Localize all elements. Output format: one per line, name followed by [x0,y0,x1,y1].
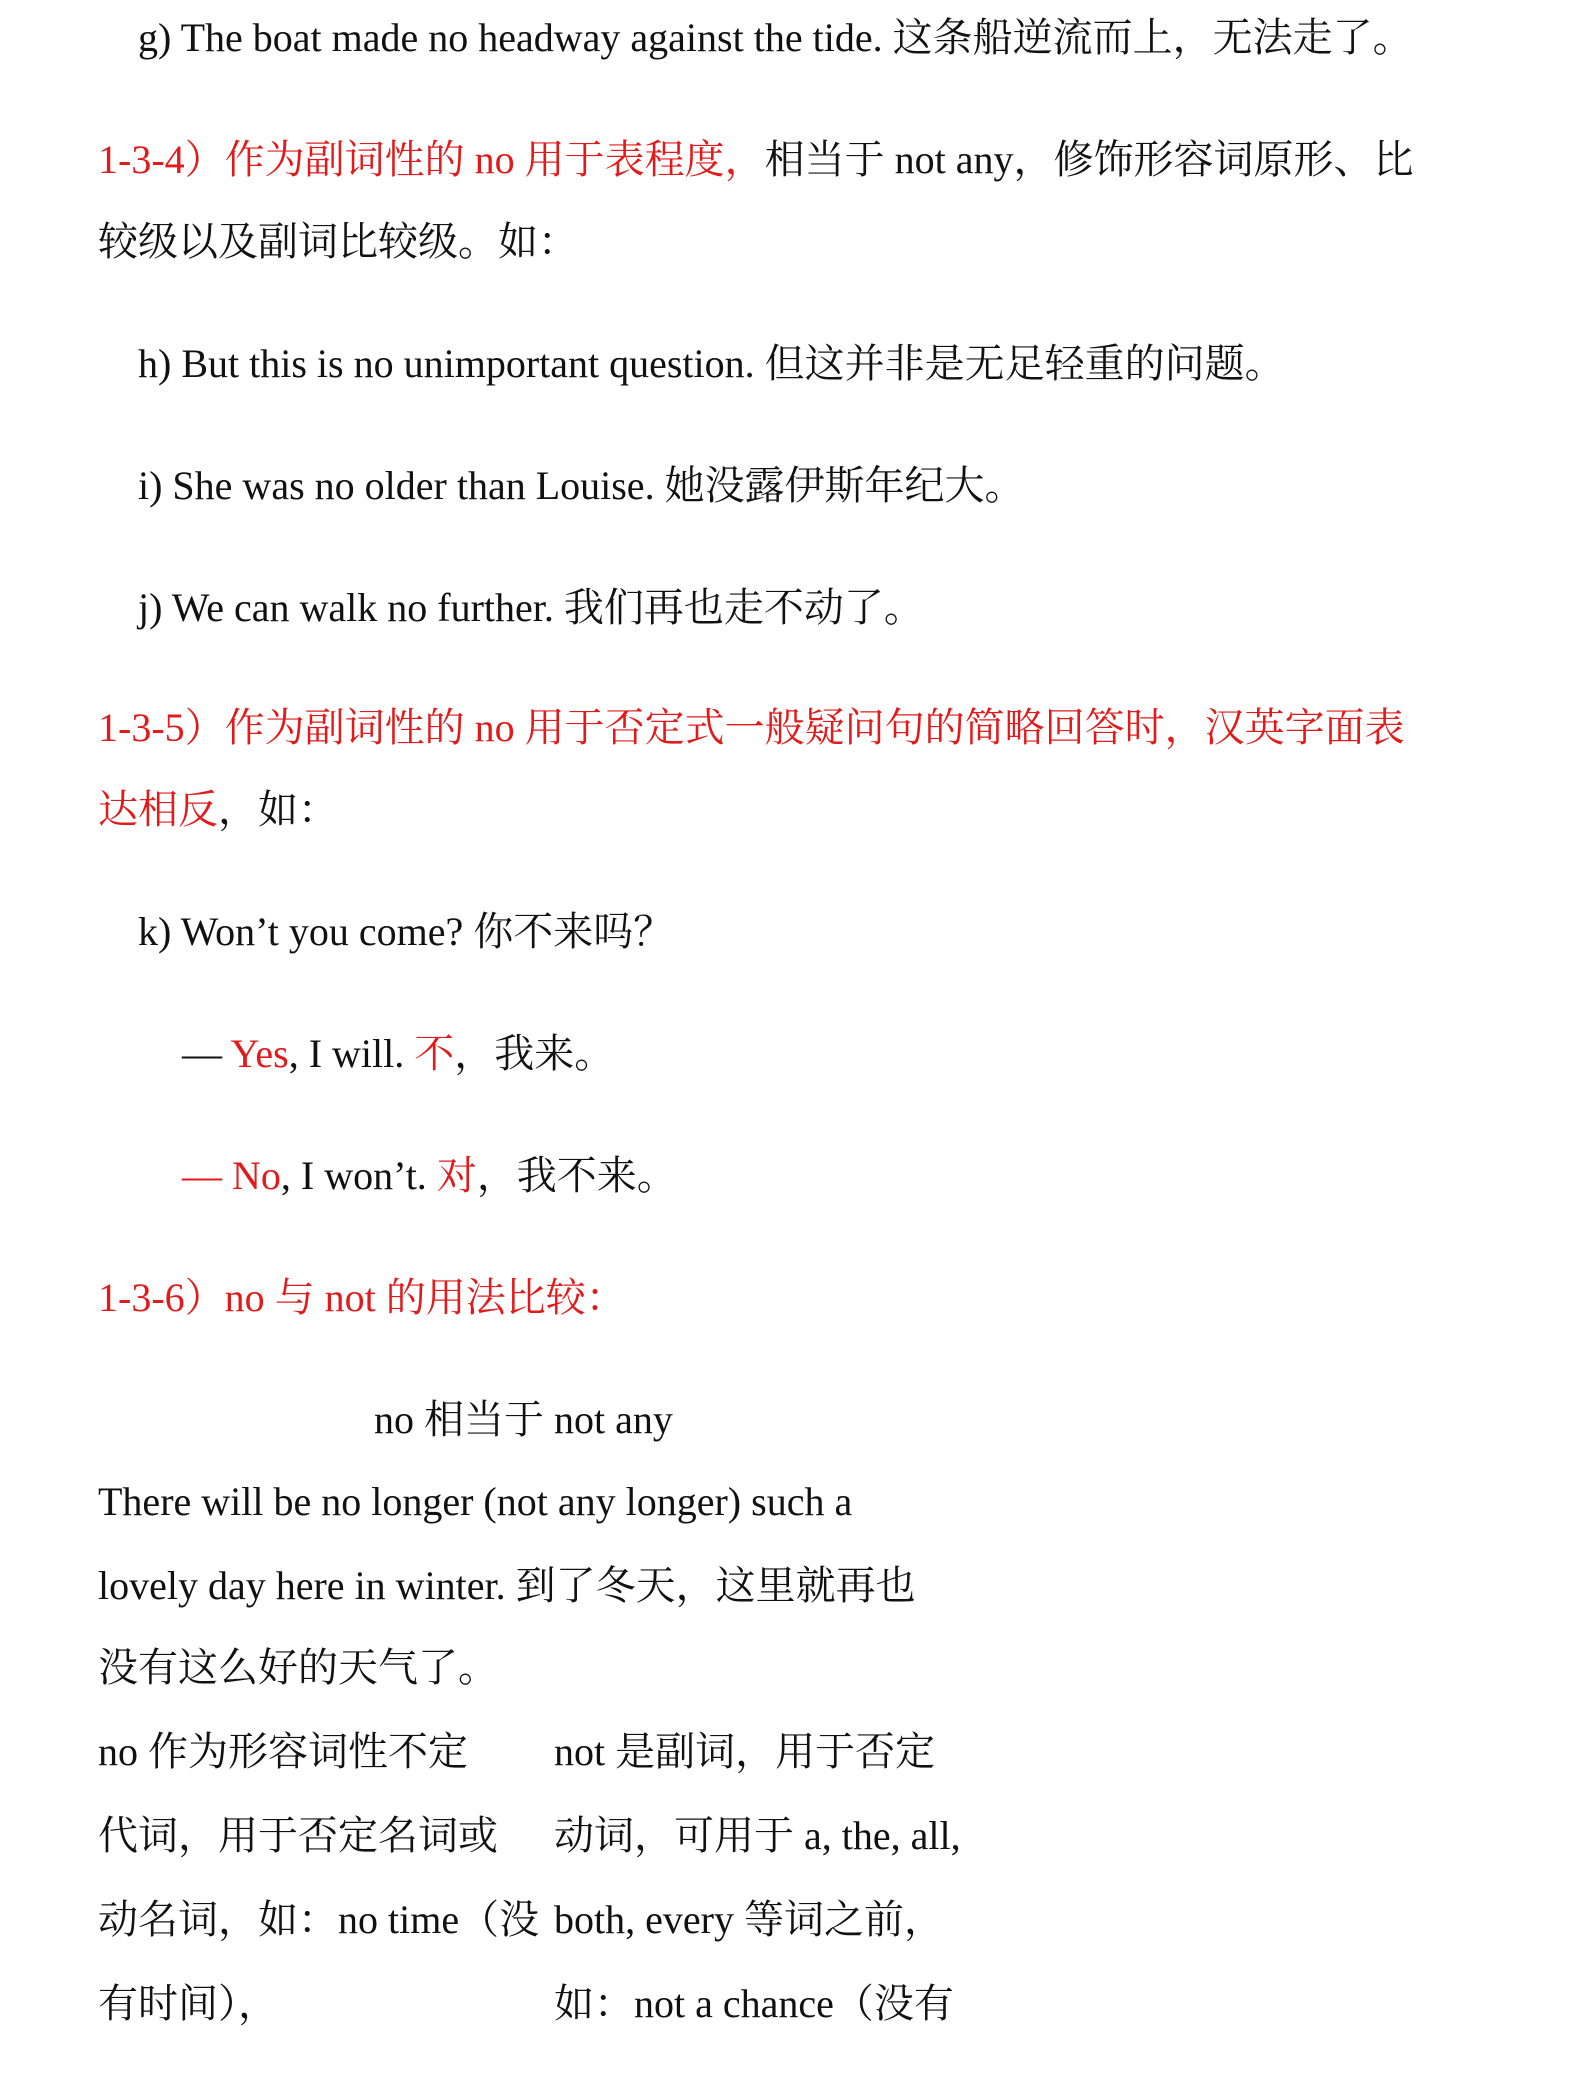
answer-yes-cn-rest: ，我来。 [454,1031,615,1076]
comparison-right-col-line-2: 动词，可用于 a, the, all, [554,1813,961,1858]
comparison-left-col-line-1: no 作为形容词性不定 [98,1729,468,1774]
example-j: j) We can walk no further. 我们再也走不动了。 [138,585,924,630]
comparison-left-col-line-3: 动名词，如：no time（没 [98,1897,540,1942]
answer-yes-rest: , I will. [288,1031,415,1076]
section-1-3-4-heading-red: 1-3-4）作为副词性的 no 用于表程度， [98,137,765,182]
section-1-3-5-heading: 1-3-5）作为副词性的 no 用于否定式一般疑问句的简略回答时，汉英字面表 [98,705,1405,750]
answer-yes [182,1030,614,1078]
comparison-example-line-2: lovely day here in winter. 到了冬天，这里就再也 [98,1563,916,1608]
answer-no-cn-red: 对 [436,1153,477,1198]
answer-no-cn-rest: ，我不来。 [476,1153,677,1198]
section-1-3-6-heading: 1-3-6）no 与 not 的用法比较： [98,1275,626,1320]
section-1-3-4-heading-black: 相当于 not any，修饰形容词原形、比 [764,137,1414,182]
example-i: i) She was no older than Louise. 她没露伊斯年纪大。 [138,463,1025,508]
example-k: k) Won’t you come? 你不来吗？ [138,909,674,954]
section-1-3-4-heading [98,136,1414,184]
answer-yes-word: Yes [230,1031,289,1076]
example-h: h) But this is no unimportant question. 但这并非是无足轻重的问题。 [138,341,1285,386]
comparison-right-col-line-1: not 是副词，用于否定 [554,1729,936,1774]
comparison-example-line-1: There will be no longer (not any longer) such a [98,1479,853,1524]
section-1-3-5-red-part: 达相反 [98,787,218,832]
comparison-example-line-3: 没有这么好的天气了。 [98,1645,498,1690]
comparison-left-col-line-2: 代词，用于否定名词或 [98,1813,498,1858]
example-g: g) The boat made no headway against the tide. 这条船逆流而上，无法走了。 [138,15,1413,60]
comparison-left-col-line-4: 有时间）， [98,1981,278,2026]
section-1-3-4-heading-cont: 较级以及副词比较级。如： [98,219,578,264]
answer-yes-cn-red: 不 [414,1031,455,1076]
answer-no [182,1152,677,1200]
section-1-3-5-heading-cont [98,786,338,834]
comparison-right-col-line-3: both, every 等词之前， [554,1897,944,1942]
comparison-right-col-line-4: 如：not a chance（没有 [554,1981,954,2026]
answer-no-word: — No [182,1153,281,1198]
comparison-subtitle: no 相当于 not any [374,1397,673,1442]
answer-yes-dash: — [182,1031,231,1076]
section-1-3-5-black-part: ，如： [218,787,338,832]
answer-no-rest: , I won’t. [280,1153,437,1198]
